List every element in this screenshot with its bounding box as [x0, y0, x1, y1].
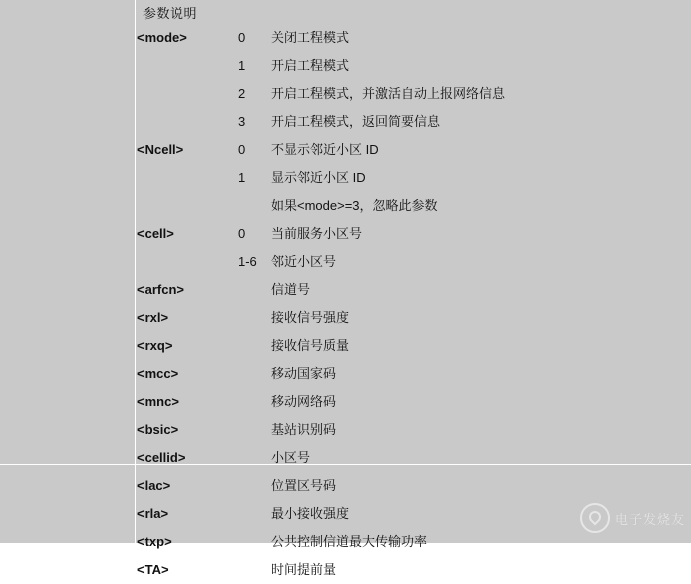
param-desc: 移动网络码	[271, 394, 337, 409]
param-term: <TA>	[137, 562, 169, 577]
table-row	[137, 108, 691, 136]
table-row	[137, 24, 691, 52]
param-code	[238, 444, 271, 472]
param-code: 2	[238, 86, 246, 101]
watermark-text: 电子发烧友	[614, 511, 685, 527]
param-term	[137, 80, 238, 108]
table-row	[137, 444, 691, 472]
param-desc: 开启工程模式	[271, 58, 350, 73]
table-row	[137, 332, 691, 360]
param-term	[137, 192, 238, 220]
param-desc: 不显示邻近小区 ID	[271, 142, 379, 157]
param-term: <mnc>	[137, 394, 179, 409]
table-row	[137, 136, 691, 164]
param-desc: 显示邻近小区 ID	[271, 170, 366, 185]
table-row	[137, 416, 691, 444]
param-code	[238, 528, 271, 556]
param-term	[137, 164, 238, 192]
param-desc: 基站识别码	[271, 422, 337, 437]
param-code	[238, 388, 271, 416]
table-row	[137, 80, 691, 108]
param-desc: 如果<mode>=3，忽略此参数	[271, 198, 438, 213]
table-row	[137, 472, 691, 500]
param-desc: 位置区号码	[271, 478, 337, 493]
table-row	[137, 388, 691, 416]
param-term: <lac>	[137, 478, 171, 493]
param-term: <rla>	[137, 506, 169, 521]
droplet-circle-icon	[580, 503, 610, 533]
param-term: <rxq>	[137, 338, 173, 353]
left-empty-column	[0, 0, 136, 543]
param-term: <mcc>	[137, 366, 179, 381]
param-desc: 时间提前量	[271, 562, 337, 577]
table-row	[137, 360, 691, 388]
parameter-table	[137, 24, 691, 584]
watermark	[580, 503, 685, 533]
param-code: 1	[238, 58, 246, 73]
table-row	[137, 220, 691, 248]
param-desc: 接收信号质量	[271, 338, 350, 353]
param-desc: 移动国家码	[271, 366, 337, 381]
param-term: <Ncell>	[137, 142, 184, 157]
param-term	[137, 52, 238, 80]
param-code: 0	[238, 226, 246, 241]
param-code	[238, 332, 271, 360]
param-term: <bsic>	[137, 422, 179, 437]
param-desc: 公共控制信道最大传输功率	[271, 534, 428, 549]
param-term	[137, 248, 238, 276]
param-code: 0	[238, 30, 246, 45]
parameter-table-region	[137, 0, 691, 577]
table-row	[137, 248, 691, 276]
param-desc: 信道号	[271, 282, 311, 297]
param-code: 1-6	[238, 254, 257, 269]
param-term: <cell>	[137, 226, 174, 241]
param-code: 0	[238, 142, 246, 157]
param-code	[238, 472, 271, 500]
param-code	[238, 360, 271, 388]
param-code	[238, 276, 271, 304]
table-row	[137, 192, 691, 220]
param-code	[238, 192, 271, 220]
table-caption: 参数说明	[143, 6, 198, 21]
param-term	[137, 108, 238, 136]
param-term: <cellid>	[137, 450, 186, 465]
table-row	[137, 304, 691, 332]
table-row	[137, 556, 691, 584]
param-desc: 最小接收强度	[271, 506, 350, 521]
param-desc: 邻近小区号	[271, 254, 337, 269]
param-code: 3	[238, 114, 246, 129]
table-row	[137, 164, 691, 192]
param-code	[238, 416, 271, 444]
table-row	[137, 52, 691, 80]
param-desc: 开启工程模式，返回简要信息	[271, 114, 441, 129]
param-desc: 当前服务小区号	[271, 226, 363, 241]
param-desc: 接收信号强度	[271, 310, 350, 325]
param-code	[238, 304, 271, 332]
param-term: <arfcn>	[137, 282, 184, 297]
table-row	[137, 276, 691, 304]
param-desc: 开启工程模式，并激活自动上报网络信息	[271, 86, 506, 101]
param-term: <rxl>	[137, 310, 169, 325]
param-code	[238, 500, 271, 528]
param-code: 1	[238, 170, 246, 185]
param-code	[238, 556, 271, 584]
param-desc: 关闭工程模式	[271, 30, 350, 45]
param-desc: 小区号	[271, 450, 311, 465]
param-term: <mode>	[137, 30, 187, 45]
param-term: <txp>	[137, 534, 172, 549]
